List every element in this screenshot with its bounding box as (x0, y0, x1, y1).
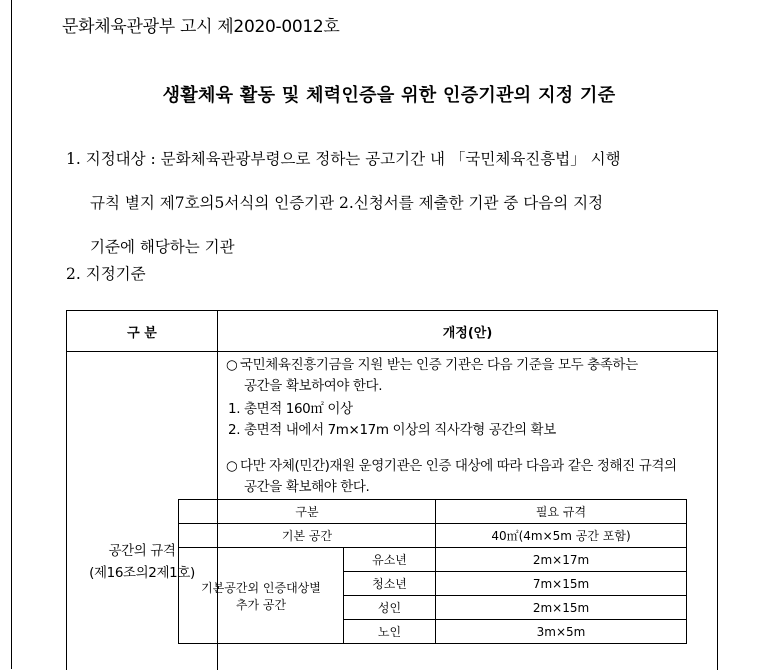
section-1-line-1: 1. 지정대상 : 문화체육관광부령으로 정하는 공고기간 내 「국민체육진흥법」 시행 (66, 150, 621, 168)
sub-header-row (179, 500, 687, 524)
row-label-line-2: (제16조의2제1호) (89, 565, 195, 581)
criterion-item-2: 2. 총면적 내에서 7m×17m 이상의 직사각형 공간의 확보 (228, 422, 556, 438)
notice-number: 문화체육관광부 고시 제2020-0012호 (62, 17, 340, 37)
basic-space-label: 기본 공간 (179, 524, 436, 548)
bullet-2 (226, 456, 706, 498)
target-cell: 성인 (344, 596, 436, 620)
target-cell: 청소년 (344, 572, 436, 596)
sub-row-basic (179, 524, 687, 548)
row-label-line-1: 공간의 규격 (108, 543, 176, 559)
header-category: 구 분 (67, 311, 218, 351)
extra-space-label (179, 548, 344, 644)
section-2-heading: 2. 지정기준 (66, 265, 146, 283)
bullet-1-line-2: 공간을 확보하여야 한다. (244, 378, 383, 394)
size-cell: 3m×5m (436, 620, 687, 644)
bullet-2-line-1: 다만 자체(민간)재원 운영기관은 인증 대상에 따라 다음과 같은 정해진 규격의 (240, 458, 677, 474)
sub-header-size: 필요 규격 (436, 500, 687, 524)
space-spec-table (178, 499, 687, 644)
sub-row-youth (179, 548, 687, 572)
target-cell: 유소년 (344, 548, 436, 572)
size-cell: 7m×15m (436, 572, 687, 596)
extra-space-label-line-2: 추가 공간 (235, 597, 287, 612)
bullet-circle-icon: ○ (226, 357, 238, 373)
section-1 (66, 137, 726, 269)
bullet-2-line-2: 공간을 확보해야 한다. (244, 479, 370, 495)
size-cell: 2m×15m (436, 596, 687, 620)
header-revision: 개정(안) (442, 325, 493, 341)
bullet-1 (226, 355, 706, 397)
target-cell: 노인 (344, 620, 436, 644)
section-1-line-3: 기준에 해당하는 기관 (90, 238, 235, 256)
extra-space-label-line-1: 기본공간외 인증대상별 (201, 580, 321, 595)
sub-header-category: 구분 (179, 500, 436, 524)
bullet-1-line-1: 국민체육진흥기금을 지원 받는 인증 기관은 다음 기준을 모두 충족하는 (240, 357, 638, 373)
criterion-item-1: 1. 총면적 160㎡ 이상 (228, 401, 353, 417)
section-1-line-2: 규칙 별지 제7호의5서식의 인증기관 2.신청서를 제출한 기관 중 다음의 지정 (90, 194, 604, 212)
bullet-circle-icon: ○ (226, 458, 238, 474)
basic-space-value: 40㎡(4m×5m 공간 포함) (436, 524, 687, 548)
table-header-row (67, 311, 717, 352)
size-cell: 2m×17m (436, 548, 687, 572)
document-title: 생활체육 활동 및 체력인증을 위한 인증기관의 지정 기준 (162, 85, 616, 106)
